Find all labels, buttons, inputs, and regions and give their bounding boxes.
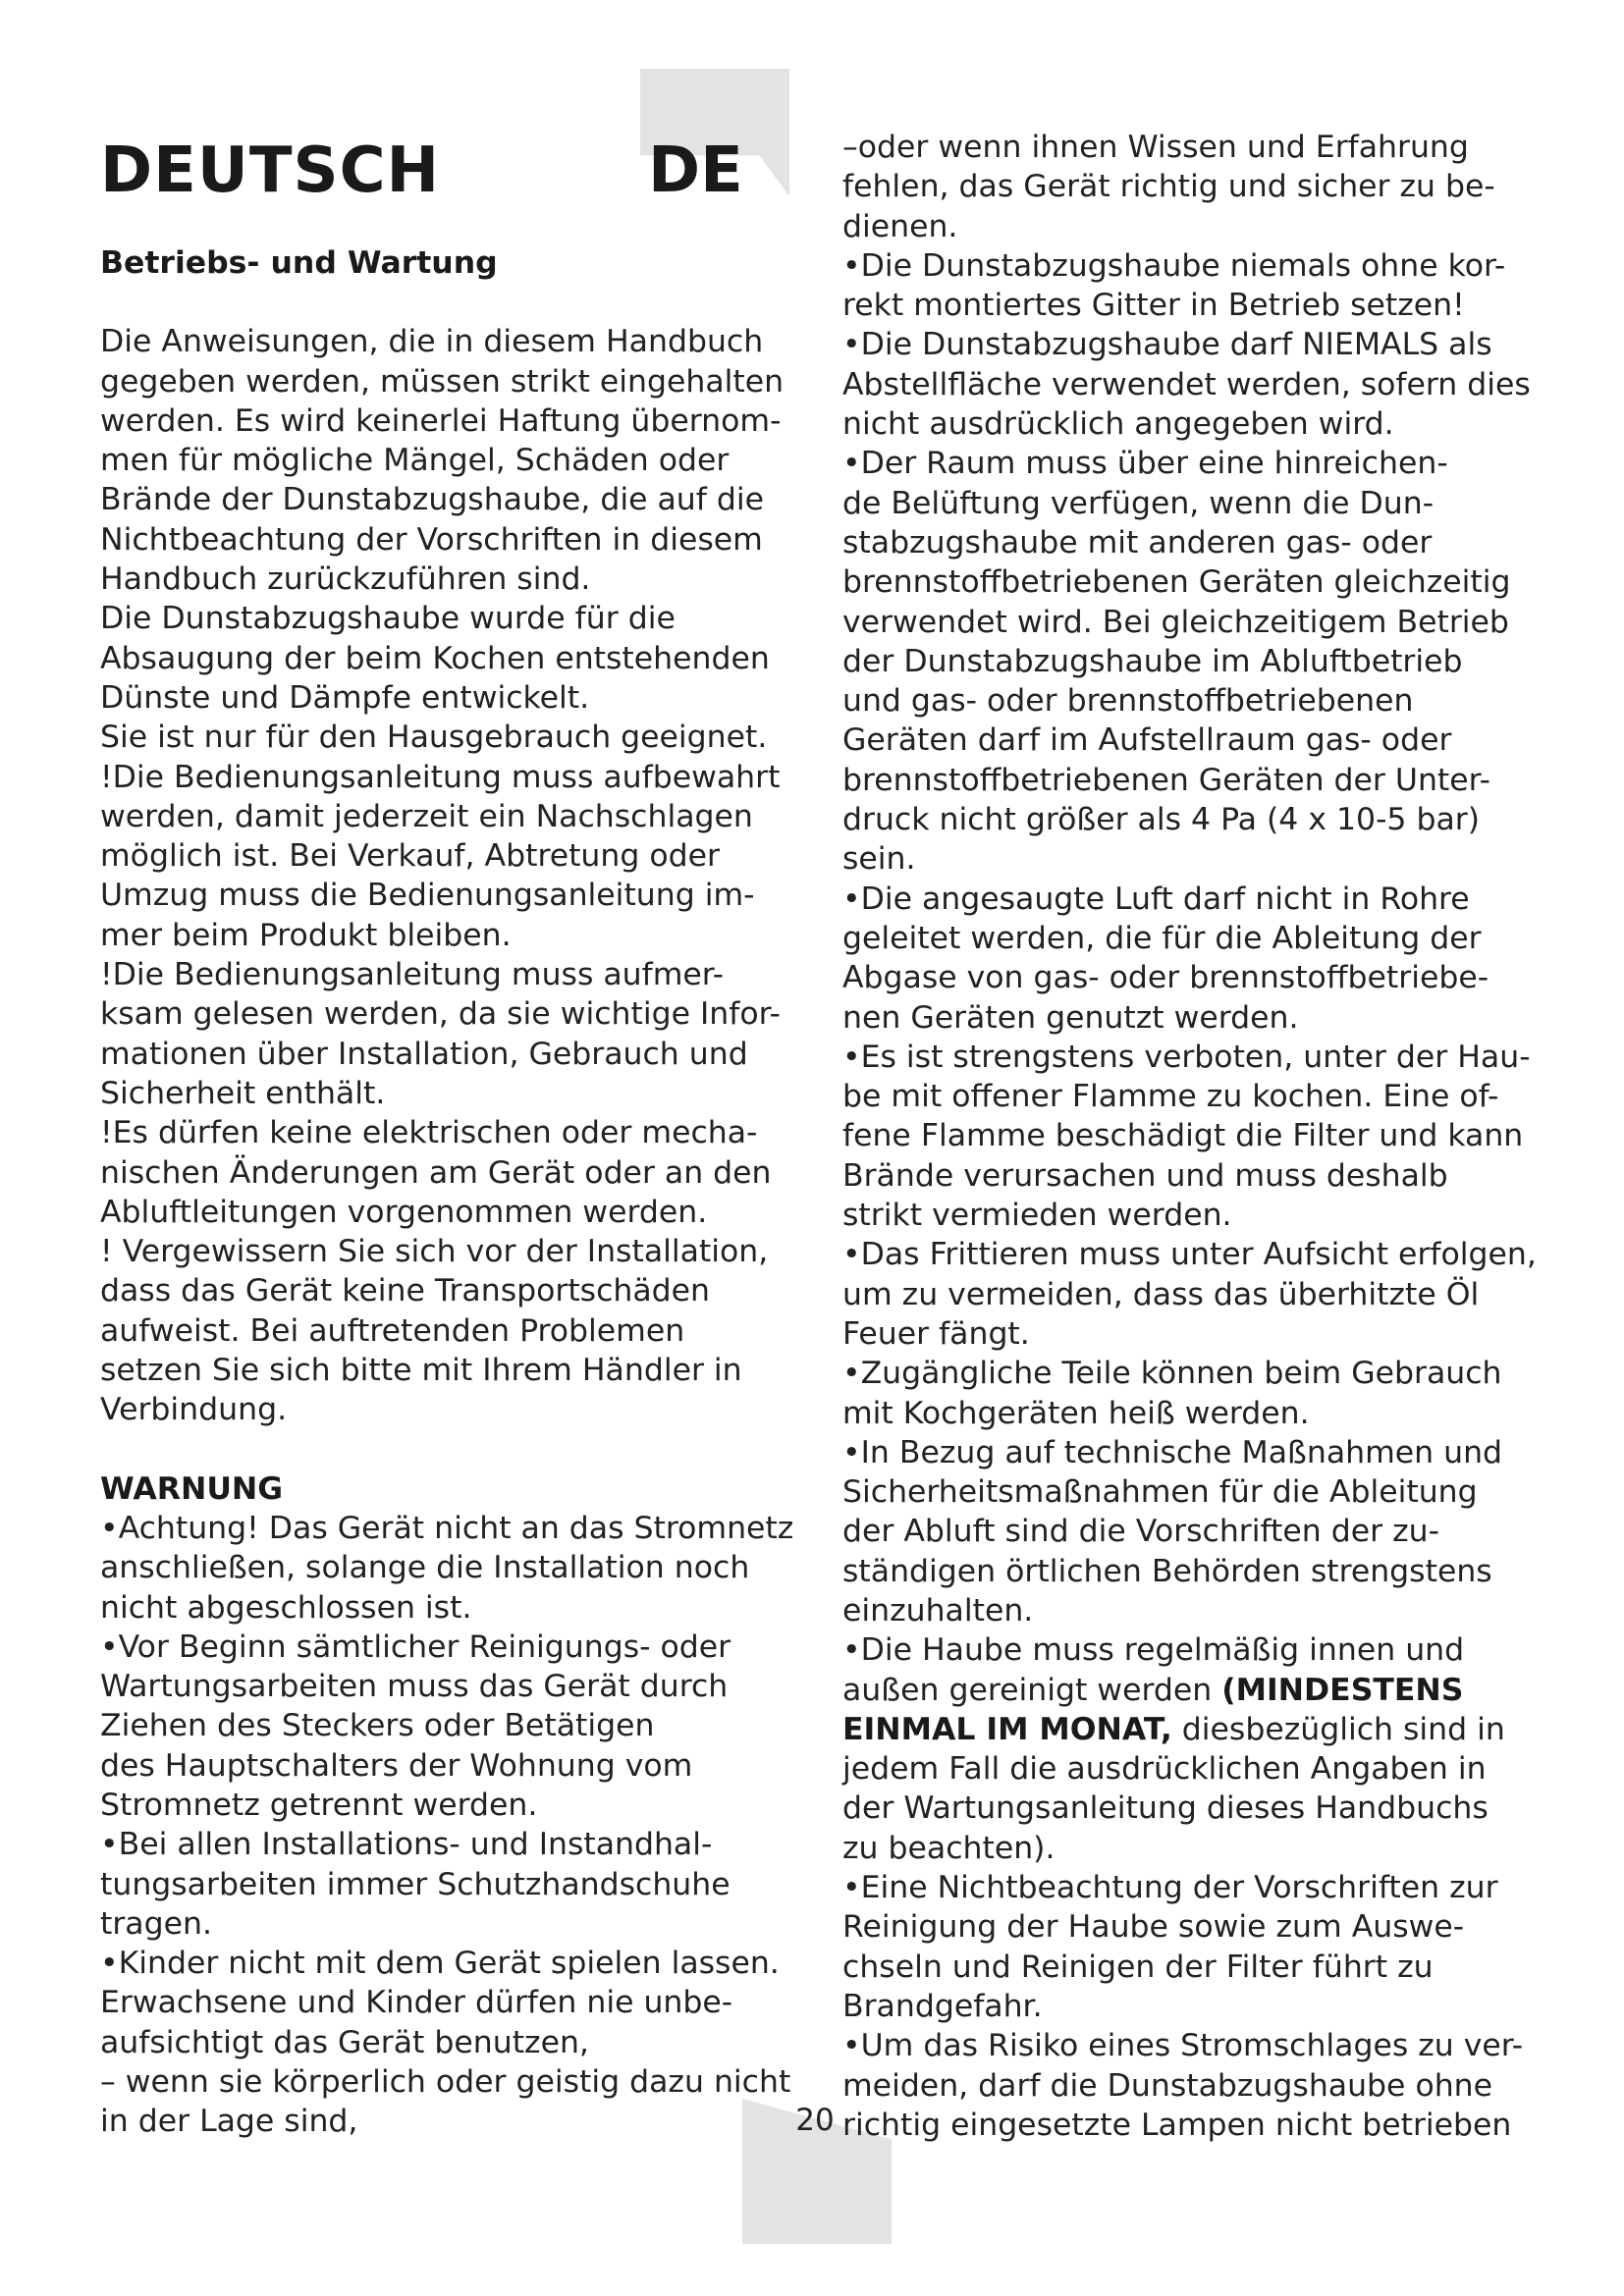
text-line: de Belüftung verfügen, wenn die Dun- <box>842 485 1435 521</box>
text-line: tragen. <box>100 1905 212 1942</box>
text-line: •Das Frittieren muss unter Aufsicht erfolgen, <box>842 1237 1537 1273</box>
text-line: rekt montiertes Gitter in Betrieb setzen! <box>842 288 1465 324</box>
language-code: DE <box>648 134 743 207</box>
text-line: nischen Änderungen am Gerät oder an den <box>100 1154 772 1191</box>
cleaning-line <box>842 1630 1542 1670</box>
text-line: dass das Gerät keine Transportschäden <box>100 1273 711 1309</box>
text-line: Abluftleitungen vorgenommen werden. <box>100 1194 708 1230</box>
text-line: stabzugshaube mit anderen gas- oder <box>842 524 1433 561</box>
text-line: der Wartungsanleitung dieses Handbuchs <box>842 1790 1489 1827</box>
language-title: DEUTSCH <box>100 134 441 207</box>
text-line: •Es ist strengstens verboten, unter der Hau- <box>842 1039 1531 1075</box>
text-line: aufweist. Bei auftretenden Problemen <box>100 1312 685 1349</box>
warning-paragraph-left <box>100 1509 797 2142</box>
cleaning-emphasis: EINMAL IM MONAT, <box>842 1711 1172 1747</box>
text-line: •Achtung! Das Gerät nicht an das Stromnetz <box>100 1510 794 1546</box>
cleaning-text: •Die Haube muss regelmäßig innen und <box>842 1632 1465 1669</box>
warning-paragraph-right-end <box>842 1749 1542 2145</box>
text-line: richtig eingesetzte Lampen nicht betrieben <box>842 2107 1512 2143</box>
text-line: Sie ist nur für den Hausgebrauch geeignet. <box>100 720 768 756</box>
text-line: •Die Dunstabzugshaube darf NIEMALS als <box>842 327 1492 363</box>
text-line: Brände verursachen und muss deshalb <box>842 1157 1448 1194</box>
text-line: Handbuch zurückzuführen sind. <box>100 561 591 598</box>
text-line: Die Anweisungen, die in diesem Handbuch <box>100 324 764 360</box>
text-line: der Abluft sind die Vorschriften der zu- <box>842 1514 1439 1550</box>
text-line: nicht ausdrücklich angegeben wird. <box>842 406 1394 443</box>
text-line: brennstoffbetriebenen Geräten der Unter- <box>842 762 1490 798</box>
text-line: !Die Bedienungsanleitung muss aufbewahrt <box>100 759 781 795</box>
text-line: anschließen, solange die Installation noch <box>100 1550 750 1586</box>
text-line: men für mögliche Mängel, Schäden oder <box>100 443 730 479</box>
text-line: des Hauptschalters der Wohnung vom <box>100 1747 693 1784</box>
text-line: Absaugung der beim Kochen entstehenden <box>100 640 770 676</box>
text-line: •Die Dunstabzugshaube niemals ohne kor- <box>842 247 1506 284</box>
text-line: zu beachten). <box>842 1830 1056 1866</box>
text-line: •Die angesaugte Luft darf nicht in Rohre <box>842 881 1470 917</box>
text-line: geleitet werden, die für die Ableitung der <box>842 920 1482 956</box>
text-line: be mit offener Flamme zu kochen. Eine of- <box>842 1079 1499 1115</box>
text-line: dienen. <box>842 208 958 244</box>
text-line: Abgase von gas- oder brennstoffbetriebe- <box>842 960 1489 996</box>
text-line: fene Flamme beschädigt die Filter und kann <box>842 1118 1524 1154</box>
text-line: nen Geräten genutzt werden. <box>842 999 1299 1036</box>
text-line: Reinigung der Haube sowie zum Auswe- <box>842 1909 1465 1946</box>
text-line: einzuhalten. <box>842 1592 1034 1629</box>
text-line: verwendet wird. Bei gleichzeitigem Betrieb <box>842 604 1509 640</box>
text-line: Verbindung. <box>100 1392 288 1428</box>
text-line: Brandgefahr. <box>842 1988 1043 2024</box>
page-number: 20 <box>795 2103 835 2138</box>
text-line: ! Vergewissern Sie sich vor der Installation, <box>100 1234 769 1270</box>
text-line: strikt vermieden werden. <box>842 1198 1232 1234</box>
text-line: !Die Bedienungsanleitung muss aufmer- <box>100 957 725 993</box>
text-line: Die Dunstabzugshaube wurde für die <box>100 601 676 637</box>
text-line: Dünste und Dämpfe entwickelt. <box>100 679 590 716</box>
text-line: möglich ist. Bei Verkauf, Abtretung oder <box>100 838 720 875</box>
text-line: •Kinder nicht mit dem Gerät spielen lassen. <box>100 1946 780 1982</box>
cleaning-line <box>842 1671 1542 1710</box>
text-line: •Bei allen Installations- und Instandhal- <box>100 1827 713 1863</box>
text-line: mit Kochgeräten heiß werden. <box>842 1395 1310 1431</box>
warning-paragraph-right <box>842 128 1542 1630</box>
warning-heading: WARNUNG <box>100 1470 284 1507</box>
cleaning-emphasis: (MINDESTENS <box>1221 1672 1464 1708</box>
text-line: jedem Fall die ausdrücklichen Angaben in <box>842 1751 1487 1788</box>
text-line: •Zugängliche Teile können beim Gebrauch <box>842 1356 1502 1392</box>
text-line: ksam gelesen werden, da sie wichtige Infor- <box>100 996 781 1033</box>
text-line: •Um das Risiko eines Stromschlages zu ver- <box>842 2028 1524 2064</box>
text-line: meiden, darf die Dunstabzugshaube ohne <box>842 2067 1493 2104</box>
text-line: mationen über Installation, Gebrauch und <box>100 1036 748 1072</box>
text-line: der Dunstabzugshaube im Abluftbetrieb <box>842 643 1463 679</box>
text-line: Umzug muss die Bedienungsanleitung im- <box>100 878 755 914</box>
text-line: •Der Raum muss über eine hinreichen- <box>842 446 1448 482</box>
intro-heading: Betriebs- und Wartung <box>100 245 498 281</box>
text-line: sein. <box>842 841 916 878</box>
text-line: •Vor Beginn sämtlicher Reinigungs- oder <box>100 1629 731 1665</box>
left-column <box>100 126 797 2142</box>
text-line: brennstoffbetriebenen Geräten gleichzeitig <box>842 564 1511 601</box>
text-line: Brände der Dunstabzugshaube, die auf die <box>100 482 764 518</box>
text-line: –oder wenn ihnen Wissen und Erfahrung <box>842 130 1469 165</box>
cleaning-text: außen gereinigt werden <box>842 1672 1222 1708</box>
text-line: und gas- oder brennstoffbetriebenen <box>842 683 1414 720</box>
text-line: Sicherheitsmaßnahmen für die Ableitung <box>842 1474 1478 1511</box>
text-line: tungsarbeiten immer Schutzhandschuhe <box>100 1866 731 1902</box>
text-line: fehlen, das Gerät richtig und sicher zu be- <box>842 169 1495 205</box>
text-line: setzen Sie sich bitte mit Ihrem Händler in <box>100 1353 742 1389</box>
text-line: !Es dürfen keine elektrischen oder mecha- <box>100 1115 758 1151</box>
text-line: Ziehen des Steckers oder Betätigen <box>100 1708 655 1744</box>
text-line: aufsichtigt das Gerät benutzen, <box>100 2024 589 2060</box>
text-line: gegeben werden, müssen strikt eingehalten <box>100 363 785 400</box>
text-line: Sicherheit enthält. <box>100 1075 386 1111</box>
cleaning-line <box>842 1710 1542 1749</box>
cleaning-text: diesbezüglich sind in <box>1171 1711 1505 1747</box>
text-line: Feuer fängt. <box>842 1315 1030 1352</box>
text-line: werden. Es wird keinerlei Haftung übernom- <box>100 402 782 439</box>
text-line: ständigen örtlichen Behörden strengstens <box>842 1553 1492 1589</box>
text-line: werden, damit jederzeit ein Nachschlagen <box>100 798 753 834</box>
text-line: um zu vermeiden, dass das überhitzte Öl <box>842 1276 1480 1312</box>
text-line: Wartungsarbeiten muss das Gerät durch <box>100 1669 729 1705</box>
intro-paragraph <box>100 322 797 1429</box>
text-line: in der Lage sind, <box>100 2104 358 2140</box>
text-line: •Eine Nichtbeachtung der Vorschriften zur <box>842 1870 1498 1906</box>
text-line: Nichtbeachtung der Vorschriften in diesem <box>100 521 763 558</box>
right-column <box>842 128 1542 2145</box>
text-line: •In Bezug auf technische Maßnahmen und <box>842 1434 1503 1470</box>
text-line: Geräten darf im Aufstellraum gas- oder <box>842 722 1452 759</box>
text-line: Erwachsene und Kinder dürfen nie unbe- <box>100 1985 733 2021</box>
text-line: Abstellfläche verwendet werden, sofern dies <box>842 366 1531 402</box>
text-line: nicht abgeschlossen ist. <box>100 1589 472 1626</box>
text-line: mer beim Produkt bleiben. <box>100 917 512 953</box>
text-line: Stromnetz getrennt werden. <box>100 1787 538 1823</box>
text-line: druck nicht größer als 4 Pa (4 x 10-5 bar) <box>842 802 1481 838</box>
text-line: – wenn sie körperlich oder geistig dazu nicht <box>100 2064 791 2101</box>
text-line: chseln und Reinigen der Filter führt zu <box>842 1949 1434 1985</box>
